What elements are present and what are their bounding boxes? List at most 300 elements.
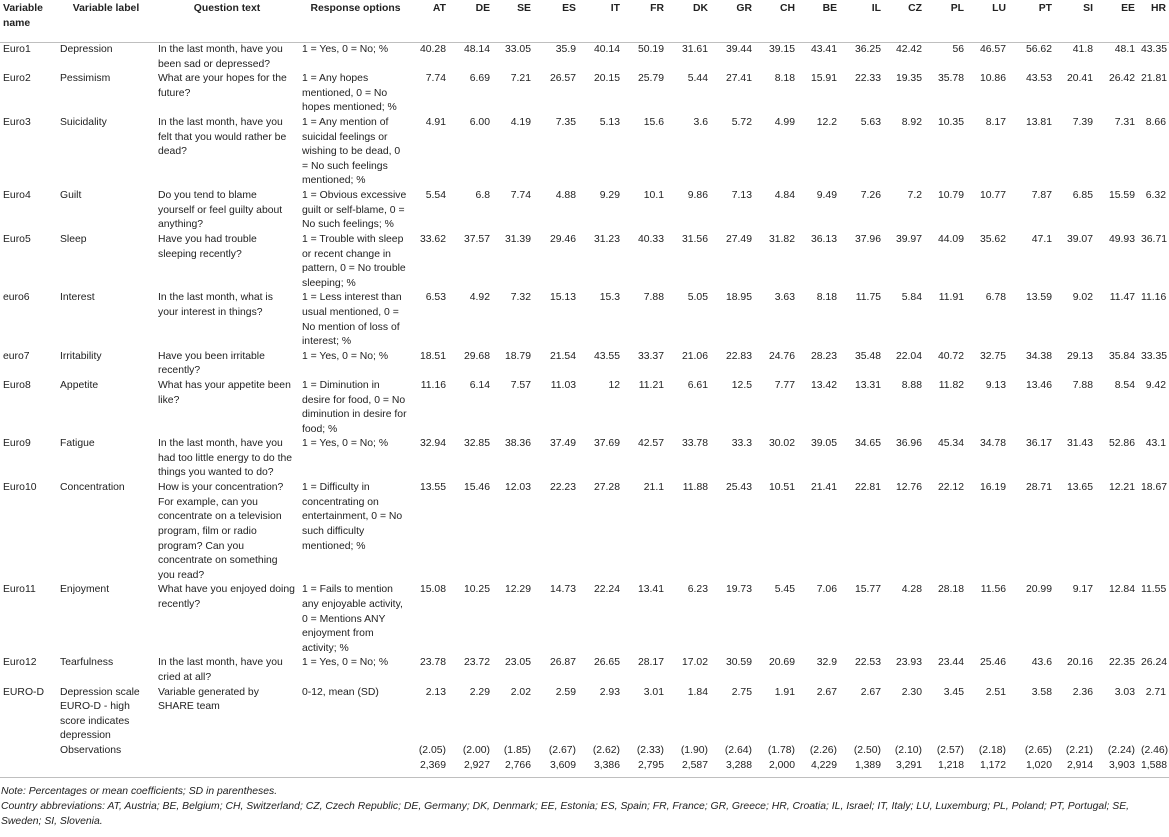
value-cell: 33.05	[504, 44, 531, 55]
observations-value-cell: 3,903	[1096, 759, 1138, 777]
value-cell: 5.72	[731, 116, 752, 128]
value-cell: 15.6	[643, 116, 664, 128]
value-cell: 3.03	[1114, 686, 1135, 698]
value-cell: 34.65	[854, 438, 881, 450]
value-cell: 19.35	[895, 73, 922, 85]
value-cell: 33.37	[637, 350, 664, 362]
response-options-cell: 1 = Less interest than usual mentioned, 0 = No mention of loss of interest; %	[302, 292, 402, 348]
question-text-cell: In the last month, what is your interest in things?	[158, 292, 273, 318]
value-cell: 2.67	[816, 686, 837, 698]
value-cell: 8.88	[901, 379, 922, 391]
value-cell: 6.14	[469, 379, 490, 391]
value-cell: 31.23	[593, 233, 620, 245]
value-cell: 13.65	[1066, 482, 1093, 494]
observations-value-cell: 1,172	[967, 759, 1009, 777]
question-text-cell: What has your appetite been like?	[158, 379, 291, 406]
variable-name-cell: Euro1	[3, 44, 31, 55]
value-cell: 2.67	[860, 686, 881, 698]
value-cell: 48.14	[463, 44, 490, 55]
value-cell: 31.82	[768, 233, 795, 245]
table-row	[0, 686, 1169, 744]
variable-label-cell: Depression scale EURO-D - high score indicates depression	[60, 686, 140, 742]
value-cell: 7.57	[510, 379, 531, 391]
value-cell: 44.09	[937, 233, 964, 245]
value-cell: 31.43	[1066, 438, 1093, 450]
response-options-cell: 1 = Yes, 0 = No; %	[302, 657, 389, 669]
value-cell: 2.29	[469, 686, 490, 698]
value-cell: 26.42	[1108, 73, 1135, 85]
value-cell: 39.44	[725, 44, 752, 55]
observations-value-cell: 2,766	[493, 759, 534, 777]
value-cell: 22.53	[854, 657, 881, 669]
observations-value-cell: 3,288	[711, 759, 755, 777]
question-text-cell: In the last month, have you cried at all?	[158, 657, 283, 684]
table-header-row	[0, 0, 1169, 43]
value-cell: 36.71	[1141, 233, 1168, 245]
value-cell: 7.35	[555, 116, 576, 128]
variable-name-cell: Euro5	[3, 233, 31, 245]
value-cell: 9.17	[1072, 584, 1093, 596]
header-country: SE	[493, 0, 534, 43]
value-cell: 13.42	[810, 379, 837, 391]
value-cell: 15.46	[463, 482, 490, 494]
value-cell: 22.33	[854, 73, 881, 85]
value-cell: 4.91	[425, 116, 446, 128]
value-cell: 2.30	[901, 686, 922, 698]
value-cell: 28.17	[637, 657, 664, 669]
value-cell: 11.21	[638, 379, 664, 391]
value-cell: 47.1	[1031, 233, 1052, 245]
question-text-cell: In the last month, have you been sad or depressed?	[158, 44, 283, 70]
variable-label-cell: Pessimism	[60, 73, 111, 85]
empty-cell	[0, 759, 57, 777]
value-cell: 25.46	[979, 657, 1006, 669]
value-cell: 8.54	[1114, 379, 1135, 391]
sd-value-cell: (2.05)	[418, 745, 446, 756]
value-cell: 11.56	[980, 584, 1006, 596]
value-cell: 27.41	[725, 73, 752, 85]
table-row	[0, 189, 1169, 233]
value-cell: 5.44	[687, 73, 708, 85]
value-cell: 29.13	[1066, 350, 1093, 362]
value-cell: 24.76	[768, 350, 795, 362]
value-cell: 9.42	[1145, 379, 1166, 391]
value-cell: 23.78	[419, 657, 446, 669]
value-cell: 36.25	[854, 44, 881, 55]
value-cell: 15.59	[1108, 189, 1135, 201]
value-cell: 33.35	[1141, 350, 1168, 362]
response-options-cell: 1 = Diminution in desire for food, 0 = No diminution in desire for food; %	[302, 379, 407, 435]
header-question-text: Question text	[155, 0, 299, 43]
value-cell: 31.56	[681, 233, 708, 245]
value-cell: 5.84	[901, 292, 922, 304]
question-text-cell: Have you had trouble sleeping recently?	[158, 233, 257, 260]
sd-value-cell: (1.85)	[503, 745, 531, 756]
header-country: HR	[1138, 0, 1169, 43]
table-row	[0, 437, 1169, 481]
value-cell: 1.91	[774, 686, 795, 698]
value-cell: 5.45	[774, 584, 795, 596]
value-cell: 10.25	[463, 584, 490, 596]
variable-label-cell: Sleep	[60, 233, 87, 245]
value-cell: 35.62	[979, 233, 1006, 245]
question-text-cell: What are your hopes for the future?	[158, 73, 287, 99]
observations-row	[0, 759, 1169, 777]
value-cell: 6.32	[1145, 189, 1166, 201]
value-cell: 21.06	[681, 350, 708, 362]
variable-label-cell: Fatigue	[60, 438, 95, 450]
empty-cell	[155, 744, 299, 759]
value-cell: 9.86	[687, 189, 708, 201]
value-cell: 27.49	[725, 233, 752, 245]
value-cell: 15.77	[854, 584, 881, 596]
value-cell: 45.34	[937, 438, 964, 450]
value-cell: 20.99	[1025, 584, 1052, 596]
value-cell: 13.55	[419, 482, 446, 494]
value-cell: 23.44	[937, 657, 964, 669]
value-cell: 7.77	[774, 379, 795, 391]
value-cell: 9.29	[599, 189, 620, 201]
value-cell: 32.75	[979, 350, 1006, 362]
value-cell: 6.69	[469, 73, 490, 85]
value-cell: 11.16	[420, 379, 446, 391]
value-cell: 16.19	[979, 482, 1006, 494]
value-cell: 25.43	[725, 482, 752, 494]
header-country: GR	[711, 0, 755, 43]
table-row	[0, 43, 1169, 73]
value-cell: 6.8	[475, 189, 490, 201]
table-row	[0, 350, 1169, 379]
value-cell: 25.79	[637, 73, 664, 85]
observations-value-cell: 1,389	[840, 759, 884, 777]
observations-value-cell: 1,218	[925, 759, 967, 777]
value-cell: 32.85	[463, 438, 490, 450]
value-cell: 2.51	[985, 686, 1006, 698]
value-cell: 7.31	[1114, 116, 1135, 128]
sd-value-cell: (2.57)	[936, 745, 964, 756]
value-cell: 31.39	[504, 233, 531, 245]
value-cell: 37.57	[463, 233, 490, 245]
value-cell: 33.3	[731, 438, 752, 450]
value-cell: 36.13	[810, 233, 837, 245]
header-country: ES	[534, 0, 579, 43]
value-cell: 9.02	[1072, 292, 1093, 304]
response-options-cell: 1 = Fails to mention any enjoyable activity, 0 = Mentions ANY enjoyment from activity; %	[302, 584, 403, 654]
observations-value-cell: 1,020	[1009, 759, 1055, 777]
value-cell: 3.45	[943, 686, 964, 698]
value-cell: 22.83	[725, 350, 752, 362]
value-cell: 26.24	[1141, 657, 1168, 669]
header-country: SI	[1055, 0, 1096, 43]
variable-name-cell: Euro8	[3, 379, 31, 391]
value-cell: 4.92	[469, 292, 490, 304]
value-cell: 15.3	[599, 292, 620, 304]
value-cell: 37.96	[854, 233, 881, 245]
value-cell: 35.48	[854, 350, 881, 362]
value-cell: 42.42	[895, 44, 922, 55]
value-cell: 8.18	[816, 292, 837, 304]
value-cell: 40.28	[419, 44, 446, 55]
value-cell: 43.53	[1025, 73, 1052, 85]
value-cell: 26.87	[549, 657, 576, 669]
table-row	[0, 291, 1169, 349]
value-cell: 35.9	[555, 44, 576, 55]
value-cell: 43.35	[1141, 44, 1168, 55]
value-cell: 20.41	[1066, 73, 1093, 85]
header-response-options: Response options	[299, 0, 412, 43]
sd-value-cell: (2.00)	[462, 745, 490, 756]
header-country: PT	[1009, 0, 1055, 43]
value-cell: 5.54	[425, 189, 446, 201]
value-cell: 8.92	[901, 116, 922, 128]
value-cell: 32.94	[419, 438, 446, 450]
sd-value-cell: (2.26)	[809, 745, 837, 756]
value-cell: 13.59	[1025, 292, 1052, 304]
table-row	[0, 656, 1169, 685]
value-cell: 11.88	[682, 482, 708, 494]
value-cell: 41.8	[1072, 44, 1093, 55]
value-cell: 5.13	[599, 116, 620, 128]
sd-row	[0, 744, 1169, 759]
observations-value-cell: 3,291	[884, 759, 925, 777]
response-options-cell: 1 = Obvious excessive guilt or self-blame, 0 = No such feelings; %	[302, 189, 407, 231]
note-text: Note: Percentages or mean coefficients; SD in parentheses.	[1, 785, 278, 797]
variable-name-cell: Euro4	[3, 189, 31, 201]
value-cell: 11.16	[1141, 292, 1167, 304]
value-cell: 21.1	[643, 482, 664, 494]
variable-name-cell: Euro9	[3, 438, 31, 450]
value-cell: 26.57	[549, 73, 576, 85]
value-cell: 37.69	[593, 438, 620, 450]
value-cell: 10.51	[768, 482, 795, 494]
value-cell: 6.23	[687, 584, 708, 596]
value-cell: 34.78	[979, 438, 1006, 450]
value-cell: 42.57	[637, 438, 664, 450]
value-cell: 6.53	[425, 292, 446, 304]
header-country: BE	[798, 0, 840, 43]
value-cell: 2.93	[599, 686, 620, 698]
observations-value-cell: 2,369	[412, 759, 449, 777]
value-cell: 10.35	[937, 116, 964, 128]
variable-name-cell: Euro2	[3, 73, 31, 85]
value-cell: 13.46	[1025, 379, 1052, 391]
question-text-cell: Do you tend to blame yourself or feel guilty about anything?	[158, 189, 283, 231]
header-variable-label: Variable label	[57, 0, 155, 43]
value-cell: 11.03	[550, 379, 576, 391]
value-cell: 22.35	[1108, 657, 1135, 669]
value-cell: 14.73	[549, 584, 576, 596]
observations-value-cell: 3,609	[534, 759, 579, 777]
table-notes	[0, 784, 1145, 830]
question-text-cell: In the last month, have you felt that you would rather be dead?	[158, 116, 287, 158]
value-cell: 5.63	[860, 116, 881, 128]
header-country: AT	[412, 0, 449, 43]
observations-label: Observations	[57, 744, 155, 762]
value-cell: 20.15	[593, 73, 620, 85]
observations-value-cell: 2,795	[623, 759, 667, 777]
value-cell: 10.86	[979, 73, 1006, 85]
value-cell: 13.41	[637, 584, 664, 596]
value-cell: 2.71	[1145, 686, 1166, 698]
value-cell: 18.79	[504, 350, 531, 362]
variable-label-cell: Suicidality	[60, 116, 107, 128]
value-cell: 43.41	[810, 44, 837, 55]
value-cell: 9.49	[816, 189, 837, 201]
value-cell: 6.61	[687, 379, 708, 391]
question-text-cell: How is your concentration? For example, can you concentrate on a television program, film or radio program? Can you concentrate on something you read?	[158, 482, 284, 581]
value-cell: 3.01	[643, 686, 664, 698]
value-cell: 7.39	[1072, 116, 1093, 128]
value-cell: 3.58	[1031, 686, 1052, 698]
value-cell: 6.78	[985, 292, 1006, 304]
value-cell: 15.08	[419, 584, 446, 596]
value-cell: 2.02	[510, 686, 531, 698]
response-options-cell: 1 = Yes, 0 = No; %	[302, 438, 389, 450]
sd-value-cell: (2.46)	[1141, 745, 1169, 756]
value-cell: 13.81	[1025, 116, 1052, 128]
empty-cell	[155, 759, 299, 777]
value-cell: 36.96	[895, 438, 922, 450]
sd-value-cell: (2.67)	[548, 745, 576, 756]
variable-label-cell: Irritability	[60, 350, 102, 362]
value-cell: 8.18	[774, 73, 795, 85]
variable-name-cell: Euro11	[3, 584, 36, 596]
value-cell: 7.13	[731, 189, 752, 201]
value-cell: 56.62	[1025, 44, 1052, 55]
response-options-cell: 1 = Yes, 0 = No; %	[302, 44, 389, 55]
value-cell: 39.05	[810, 438, 837, 450]
question-text-cell: What have you enjoyed doing recently?	[158, 584, 295, 611]
value-cell: 11.47	[1109, 292, 1135, 304]
value-cell: 7.74	[510, 189, 531, 201]
value-cell: 21.41	[810, 482, 837, 494]
question-text-cell: Variable generated by SHARE team	[158, 686, 259, 713]
value-cell: 19.73	[725, 584, 752, 596]
sd-value-cell: (1.90)	[680, 745, 708, 756]
value-cell: 2.36	[1072, 686, 1093, 698]
sd-value-cell: (2.24)	[1107, 745, 1135, 756]
value-cell: 4.84	[774, 189, 795, 201]
value-cell: 33.62	[419, 233, 446, 245]
value-cell: 11.55	[1141, 584, 1167, 596]
value-cell: 40.33	[637, 233, 664, 245]
sd-value-cell: (2.64)	[724, 745, 752, 756]
value-cell: 37.49	[549, 438, 576, 450]
value-cell: 6.85	[1072, 189, 1093, 201]
empty-cell	[0, 744, 57, 759]
value-cell: 22.24	[593, 584, 620, 596]
value-cell: 7.26	[860, 189, 881, 201]
response-options-cell: 1 = Any mention of suicidal feelings or wishing to be dead, 0 = No such feelings mentioned; %	[302, 116, 401, 187]
value-cell: 52.86	[1108, 438, 1135, 450]
value-cell: 20.69	[768, 657, 795, 669]
observations-value-cell: 2,000	[755, 759, 798, 777]
value-cell: 12.5	[731, 379, 752, 391]
value-cell: 11.82	[938, 379, 964, 391]
question-text-cell: Have you been irritable recently?	[158, 350, 265, 377]
value-cell: 2.59	[555, 686, 576, 698]
header-country: LU	[967, 0, 1009, 43]
value-cell: 7.32	[510, 292, 531, 304]
value-cell: 17.02	[681, 657, 708, 669]
header-country: PL	[925, 0, 967, 43]
value-cell: 2.75	[731, 686, 752, 698]
sd-value-cell: (2.18)	[978, 745, 1006, 756]
table-row	[0, 481, 1169, 583]
value-cell: 3.63	[774, 292, 795, 304]
value-cell: 28.23	[810, 350, 837, 362]
value-cell: 43.55	[593, 350, 620, 362]
value-cell: 36.17	[1025, 438, 1052, 450]
value-cell: 27.28	[593, 482, 620, 494]
value-cell: 12.21	[1108, 482, 1135, 494]
observations-value-cell: 2,587	[667, 759, 711, 777]
sd-value-cell: (2.65)	[1024, 745, 1052, 756]
value-cell: 43.6	[1031, 657, 1052, 669]
value-cell: 1.84	[687, 686, 708, 698]
response-options-cell: 0-12, mean (SD)	[302, 686, 379, 698]
variable-label-cell: Depression	[60, 44, 113, 55]
value-cell: 22.04	[895, 350, 922, 362]
sd-value-cell: (2.21)	[1065, 745, 1093, 756]
value-cell: 34.38	[1025, 350, 1052, 362]
value-cell: 4.19	[510, 116, 531, 128]
value-cell: 4.99	[774, 116, 795, 128]
sd-value-cell: (1.78)	[767, 745, 795, 756]
variable-name-cell: Euro10	[3, 482, 37, 494]
value-cell: 39.97	[895, 233, 922, 245]
value-cell: 20.16	[1066, 657, 1093, 669]
observations-value-cell: 2,914	[1055, 759, 1096, 777]
value-cell: 56	[952, 44, 964, 55]
value-cell: 38.36	[504, 438, 531, 450]
value-cell: 7.74	[425, 73, 446, 85]
value-cell: 11.75	[855, 292, 881, 304]
empty-cell	[299, 744, 412, 759]
value-cell: 7.88	[1072, 379, 1093, 391]
value-cell: 13.31	[854, 379, 881, 391]
value-cell: 21.54	[549, 350, 576, 362]
value-cell: 33.78	[681, 438, 708, 450]
header-country: FR	[623, 0, 667, 43]
value-cell: 7.88	[643, 292, 664, 304]
value-cell: 40.14	[593, 44, 620, 55]
table-body	[0, 43, 1169, 778]
value-cell: 15.91	[810, 73, 837, 85]
value-cell: 29.46	[549, 233, 576, 245]
header-country: IL	[840, 0, 884, 43]
value-cell: 12.29	[504, 584, 531, 596]
variable-label-cell: Interest	[60, 292, 95, 304]
value-cell: 6.00	[469, 116, 490, 128]
table-row	[0, 583, 1169, 656]
abbreviations-text: Country abbreviations: AT, Austria; BE, Belgium; CH, Switzerland; CZ, Czech Republic; DE, Germany; DK, Denmark; EE, Estonia; ES, Spain; FR, France; GR, Greece; HR, Croatia; IL, Israel; IT, Italy; LU, Luxemburg; PL, Poland; PT, Portugal; SE, Sweden; SI, Slovenia.	[1, 801, 1130, 828]
variable-label-cell: Tearfulness	[60, 657, 114, 669]
value-cell: 22.23	[549, 482, 576, 494]
value-cell: 21.81	[1141, 73, 1168, 85]
observations-value-cell: 2,927	[449, 759, 493, 777]
variable-label-cell: Concentration	[60, 482, 125, 494]
value-cell: 5.05	[687, 292, 708, 304]
header-country: EE	[1096, 0, 1138, 43]
value-cell: 12.84	[1108, 584, 1135, 596]
response-options-cell: 1 = Any hopes mentioned, 0 = No hopes mentioned; %	[302, 73, 397, 114]
header-country: DK	[667, 0, 711, 43]
value-cell: 32.9	[816, 657, 837, 669]
value-cell: 3.6	[693, 116, 708, 128]
value-cell: 31.61	[681, 44, 708, 55]
value-cell: 4.88	[555, 189, 576, 201]
